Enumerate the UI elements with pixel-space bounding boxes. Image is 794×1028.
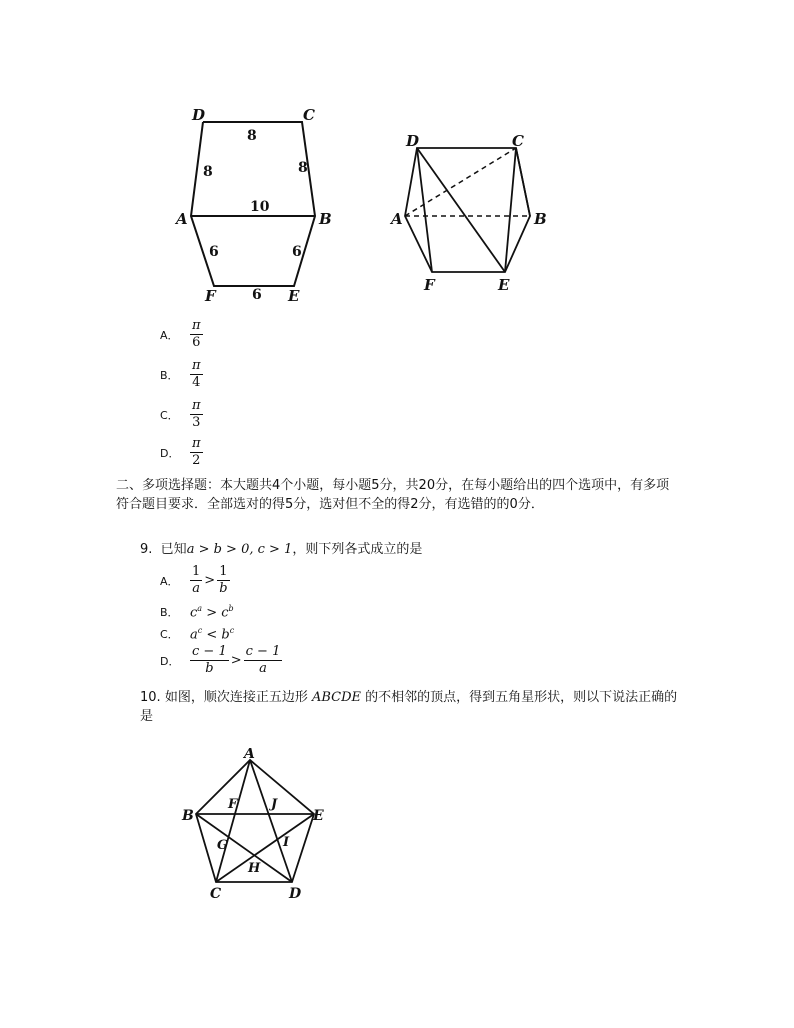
label-A-left: A <box>176 210 188 228</box>
label-H: H <box>248 861 261 876</box>
label-C-right: C <box>512 132 524 150</box>
label-I: I <box>283 835 290 850</box>
folded-solid <box>405 148 530 272</box>
q9-stem: 9. 已知a > b > 0, c > 1，则下列各式成立的是 <box>140 542 423 557</box>
q8-option-d[interactable] <box>160 436 203 469</box>
q9-option-b[interactable]: B． $c^a > c^b$ <box>160 604 234 621</box>
fraction: $\frac{\pi}{4}$ <box>192 358 201 390</box>
label-F-left: F <box>205 287 216 305</box>
label-D-left: D <box>192 106 206 124</box>
fraction: $\frac{\pi}{2}$ <box>192 436 201 468</box>
fraction: $\frac{\pi}{6}$ <box>192 318 201 350</box>
label-A: A <box>244 748 255 762</box>
label-D: D <box>289 886 302 902</box>
option-label: A． <box>160 328 179 342</box>
side-ad: 8 <box>203 164 213 180</box>
side-af: 6 <box>209 244 219 260</box>
label-J: J <box>271 797 278 812</box>
label-E: E <box>313 808 324 824</box>
figure-pentagram <box>170 748 340 908</box>
label-C-left: C <box>303 106 315 124</box>
q8-option-b[interactable] <box>160 358 203 391</box>
fraction: $\frac{\pi}{3}$ <box>192 398 201 430</box>
side-dc: 8 <box>247 128 257 144</box>
label-A-right: A <box>391 210 403 228</box>
label-C: C <box>210 886 222 902</box>
q9-option-a[interactable]: A． $\frac{1}{a}$ > $\frac{1}{b}$ <box>160 564 228 596</box>
label-F-right: F <box>424 276 435 294</box>
option-label: B． <box>160 368 179 382</box>
q9-option-d[interactable]: D． $\frac{c - 1}{b}$ > $\frac{c - 1}{a}$ <box>160 644 281 676</box>
section-2-heading: 二、多项选择题：本大题共4个小题，每小题5分，共20分，在每小题给出的四个选项中，有多项符合题目要求．全部选对的得5分，选对但不全的得2分，有选错的的0分． <box>116 478 670 512</box>
label-B-left: B <box>319 210 332 228</box>
label-E-left: E <box>288 287 300 305</box>
side-bc: 8 <box>298 160 308 176</box>
side-be: 6 <box>292 244 302 260</box>
label-B-right: B <box>534 210 547 228</box>
label-F: F <box>228 797 238 812</box>
q10-stem: 10. 如图，顺次连接正五边形 ABCDE 的不相邻的顶点，得到五角星形状，则以下说法正确的是 <box>140 690 678 724</box>
q8-option-c[interactable] <box>160 398 203 431</box>
label-E-right: E <box>498 276 510 294</box>
option-label: C． <box>160 408 179 422</box>
side-fe: 6 <box>252 287 262 303</box>
option-label: D． <box>160 446 180 460</box>
q9-option-c[interactable]: C． $a^c < b^c$ <box>160 626 235 643</box>
label-B: B <box>182 808 194 824</box>
q8-option-a[interactable] <box>160 318 203 351</box>
figure-hexagon-folding <box>160 100 560 310</box>
label-D-right: D <box>406 132 420 150</box>
side-ab: 10 <box>250 199 270 215</box>
label-G: G <box>217 838 229 853</box>
